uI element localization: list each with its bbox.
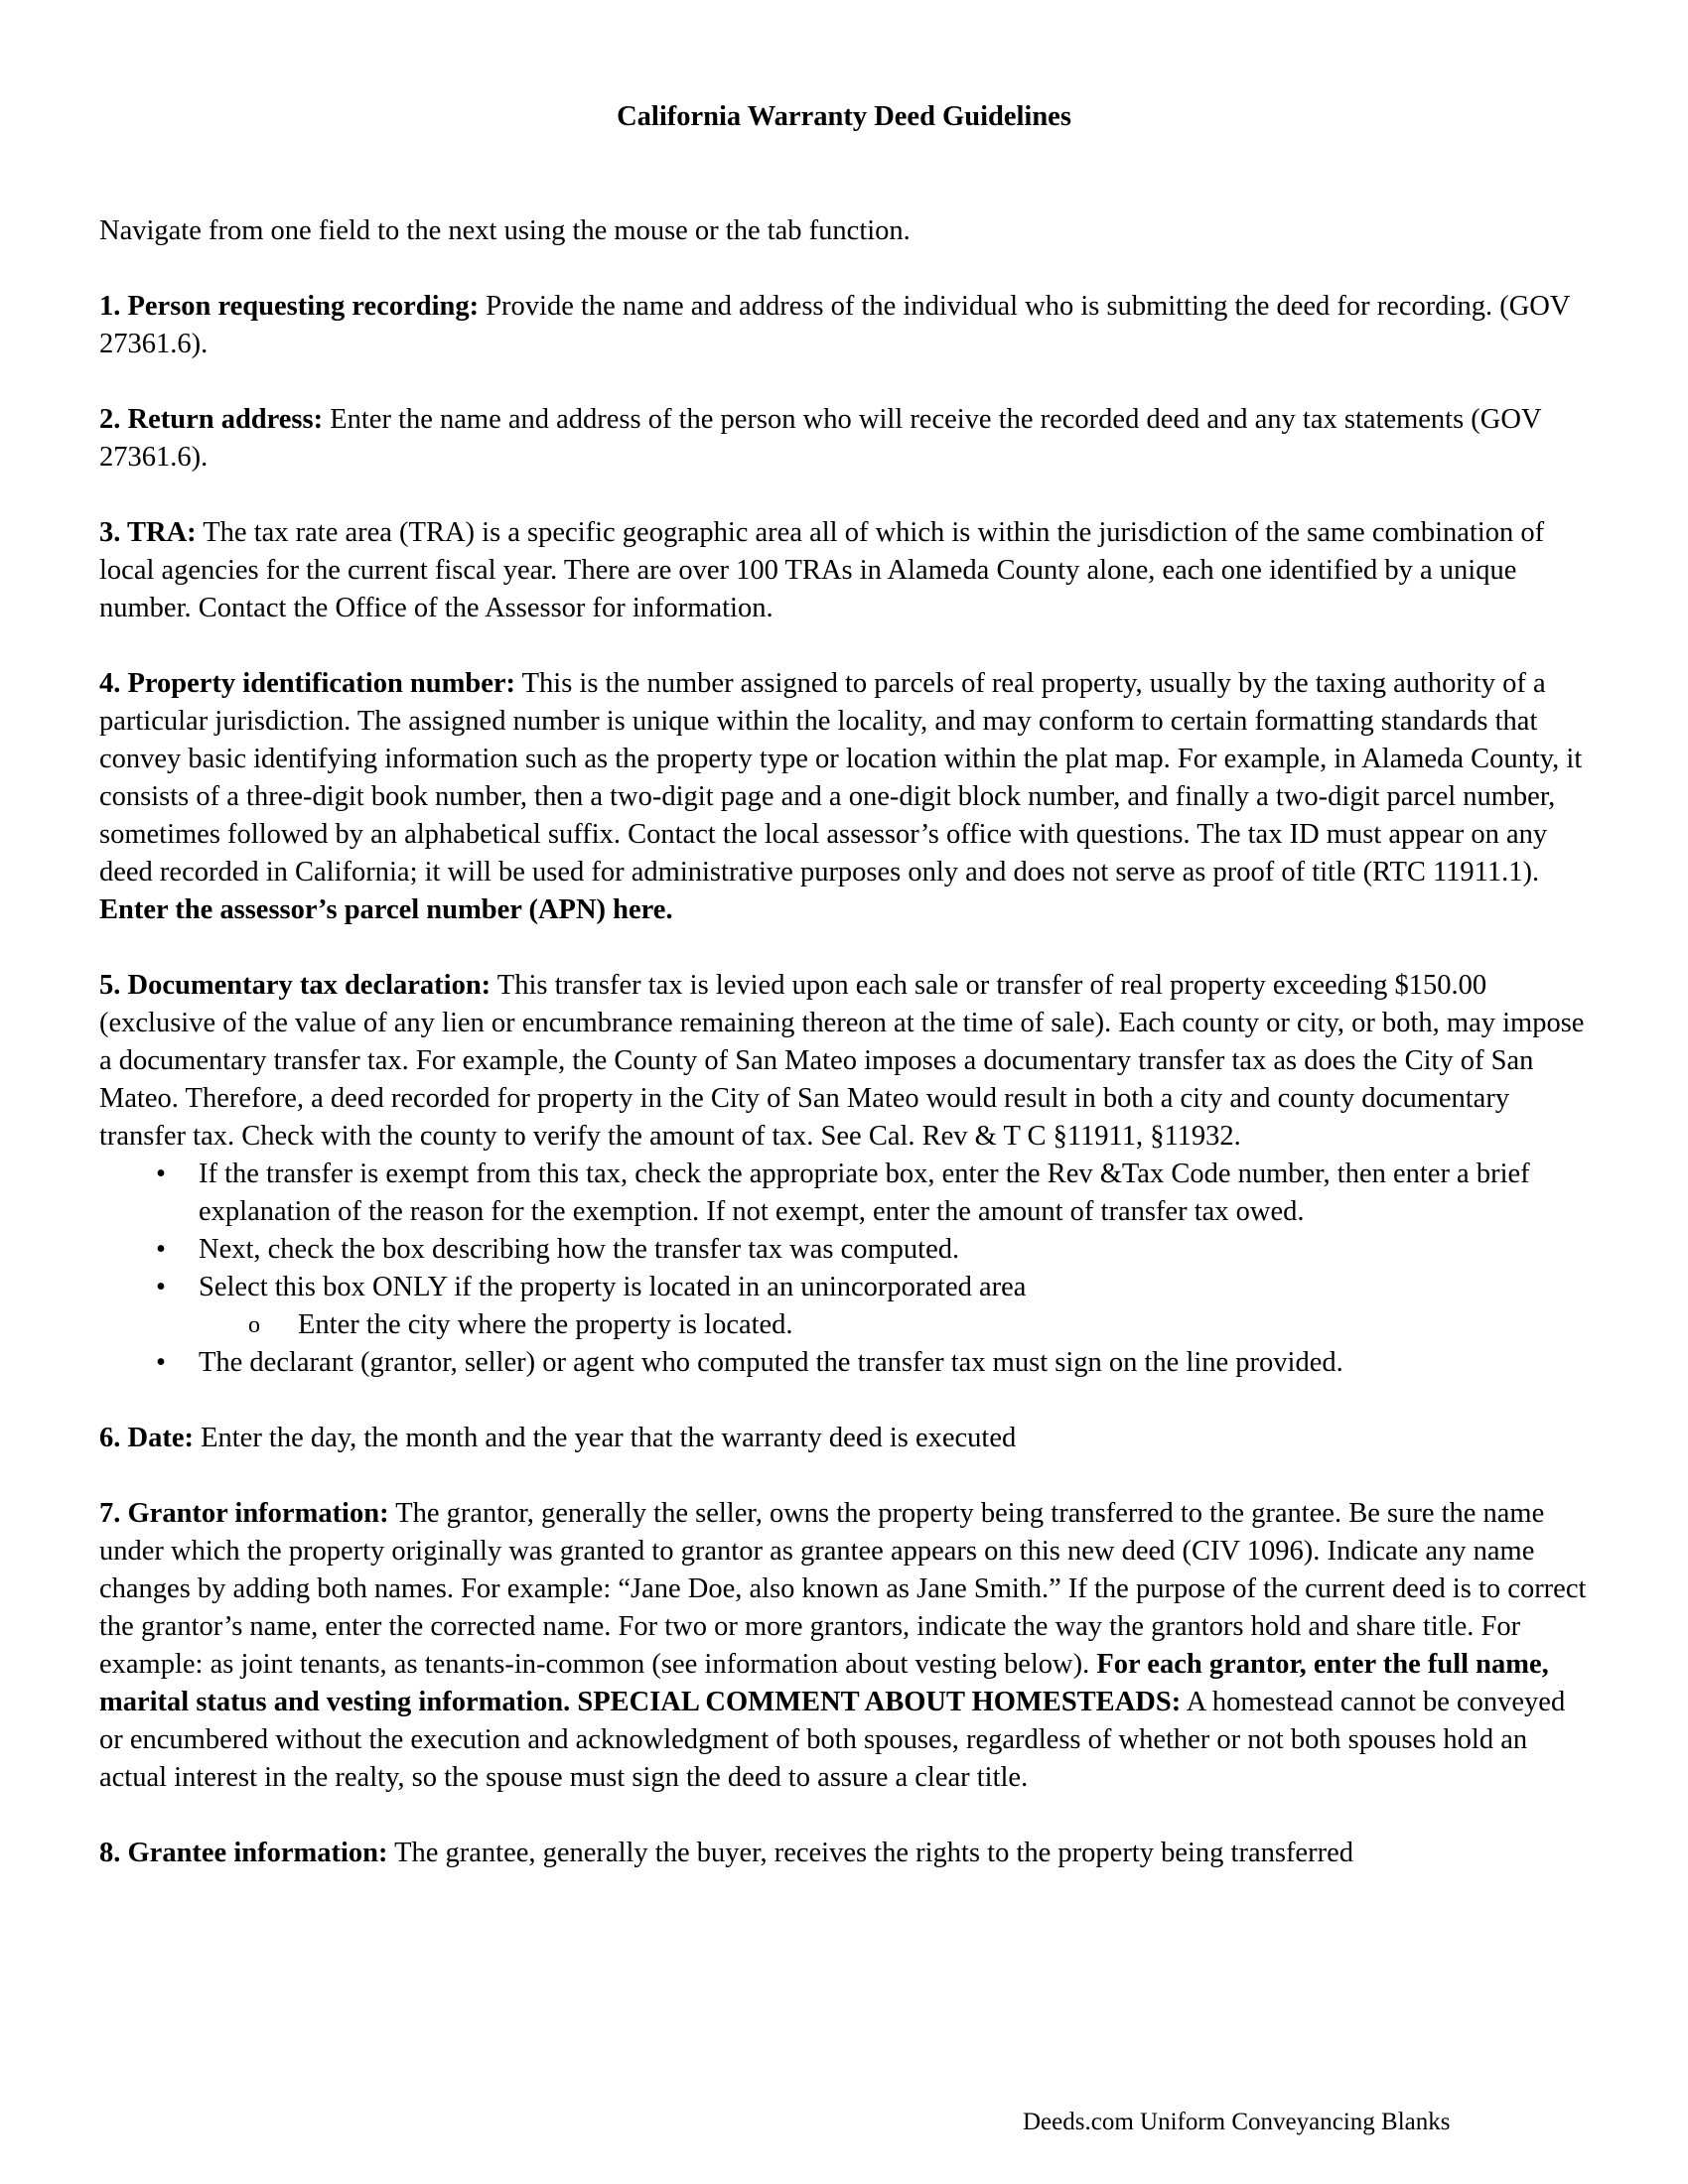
section-text: This transfer tax is levied upon each sale or transfer of real property exceeding $150.00 (exclusive of the value of any lien or encumbrance remaining thereon at the time of sale). Each county or city, or both, may impose a documentary transfer tax. For example, the County of San Mateo imposes a documentary transfer tax as does the City of San Mateo. Therefore, a deed recorded for property in the City of San Mateo would result in both a city and county documentary transfer tax. Check with the county to verify the amount of tax. See Cal. Rev & T C §11911, §11932. [99,970,1585,1152]
section-text: The tax rate area (TRA) is a specific geographic area all of which is within the jurisdiction of the same combination of local agencies for the current fiscal year. There are over 100 TRAs in Alameda County alone, each one identified by a unique number. Contact the Office of the Assessor for information. [99,517,1545,623]
section-label: 5. Documentary tax declaration: [99,970,492,1001]
page-footer: Deeds.com Uniform Conveyancing Blanks [1023,2109,1451,2135]
document-title: California Warranty Deed Guidelines [617,101,1071,132]
section-label: 3. TRA: [99,517,197,548]
section-emphasis: For each grantor, enter the full name, marital status and vesting information. SPECIAL COMMENT ABOUT HOMESTEADS: [99,1649,1549,1717]
bullet-item [99,1156,1594,1231]
section-paragraph [99,1420,1594,1457]
section-tra [99,514,1594,627]
section-text-after: A homestead cannot be conveyed or encumbered without the execution and acknowledgment of both spouses, regardless of whether or not both spouses hold an actual interest in the realty, so the spouse must sign the deed to assure a clear title. [99,1687,1566,1793]
bullet-list [99,1156,1594,1382]
section-text: Enter the name and address of the person who will receive the recorded deed and any tax statements (GOV 27361.6). [99,404,1542,473]
section-emphasis: Enter the assessor’s parcel number (APN) here. [99,894,673,925]
section-label: 7. Grantor information: [99,1498,389,1529]
section-grantor-information [99,1495,1594,1797]
section-paragraph [99,1495,1594,1797]
section-label: 6. Date: [99,1423,194,1453]
section-grantee-information [99,1835,1594,1872]
bullet-text: If the transfer is exempt from this tax, check the appropriate box, enter the Rev &Tax Code number, then enter a brief explanation of the reason for the exemption. If not exempt, enter the amount of transfer tax owed. [199,1159,1530,1227]
sub-bullet-text: Enter the city where the property is located. [298,1309,793,1340]
bullet-text: The declarant (grantor, seller) or agent who computed the transfer tax must sign on the line provided. [199,1347,1343,1378]
bullet-item [99,1344,1594,1382]
section-paragraph [99,967,1594,1156]
section-documentary-tax-declaration [99,967,1594,1382]
sub-bullet-list [199,1306,1594,1344]
bullet-text: Select this box ONLY if the property is located in an unincorporated area [199,1272,1027,1302]
section-paragraph [99,288,1594,363]
sub-bullet-item [199,1306,1594,1344]
bullet-marker: • [156,1272,166,1302]
bullet-marker: • [156,1159,166,1189]
section-text: This is the number assigned to parcels of real property, usually by the taxing authority of a particular jurisdiction. The assigned number is unique within the locality, and may conform to certain formatting standards that convey basic identifying information such as the property type or location within the plat map. For example, in Alameda County, it consists of a three-digit book number, then a two-digit page and a one-digit block number, and finally a two-digit parcel number, sometimes followed by an alphabetical suffix. Contact the local assessor’s office with questions. The tax ID must appear on any deed recorded in California; it will be used for administrative purposes only and does not serve as proof of title (RTC 11911.1). [99,668,1583,887]
section-text: Enter the day, the month and the year that the warranty deed is executed [193,1423,1017,1453]
section-paragraph [99,401,1594,477]
intro-paragraph: Navigate from one field to the next using the mouse or the tab function. [99,215,911,246]
section-paragraph [99,1835,1594,1872]
bullet-marker: • [156,1234,166,1265]
document-body [99,212,1594,1910]
bullet-text: Next, check the box describing how the transfer tax was computed. [199,1234,960,1265]
section-label: 4. Property identification number: [99,668,516,699]
bullet-item [99,1269,1594,1344]
section-text: The grantee, generally the buyer, receives the rights to the property being transferred [387,1838,1353,1868]
section-text: The grantor, generally the seller, owns the property being transferred to the grantee. Be sure the name under which the property originally was granted to grantor as grantee appears on this new deed (CIV 1096). Indicate any name changes by adding both names. For example: “Jane Doe, also known as Jane Smith.” If the purpose of the current deed is to correct the grantor’s name, enter the corrected name. For two or more grantors, indicate the way the grantors hold and share title. For example: as joint tenants, as tenants-in-common (see information about vesting below). [99,1498,1587,1680]
section-label: 1. Person requesting recording: [99,291,480,322]
bullet-marker: • [156,1347,166,1378]
section-label: 8. Grantee information: [99,1838,388,1868]
section-property-identification-number [99,665,1594,929]
section-date [99,1420,1594,1457]
bullet-item [99,1231,1594,1269]
section-label: 2. Return address: [99,404,324,435]
section-person-requesting-recording [99,288,1594,363]
sub-bullet-marker: o [248,1312,260,1338]
section-paragraph [99,665,1594,929]
section-text: Provide the name and address of the individual who is submitting the deed for recording. (GOV 27361.6). [99,291,1570,359]
section-paragraph [99,514,1594,627]
section-return-address [99,401,1594,477]
